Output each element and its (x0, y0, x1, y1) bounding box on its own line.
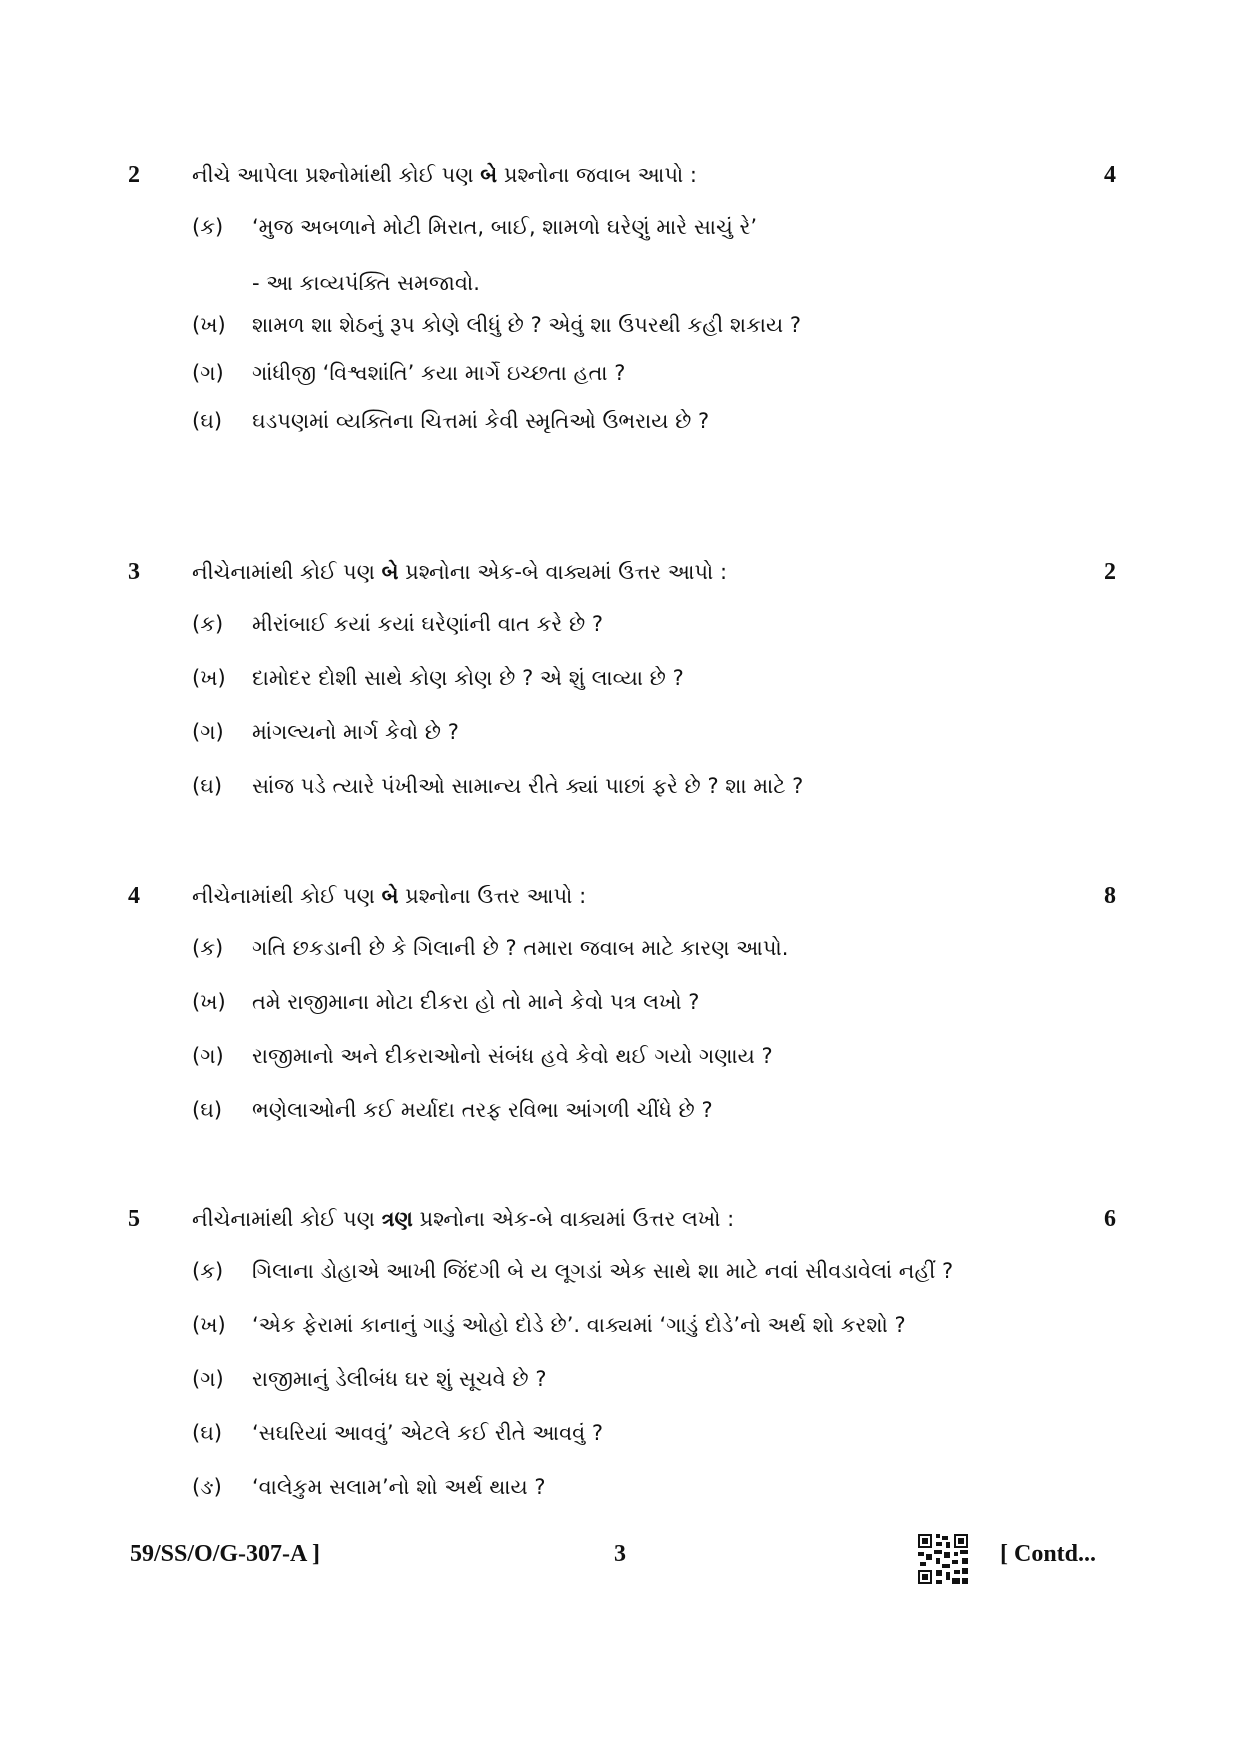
option-text: શામળ શા શેઠનું રૂપ કોણે લીધું છે ? એવું શા ઉપરથી કહી શકાય ? (252, 313, 802, 337)
question-instruction: નીચેનામાંથી કોઈ પણ બે પ્રશ્નોના એક-બે વાક્યમાં ઉત્તર આપો : (192, 560, 728, 584)
option-text: દામોદર દોશી સાથે કોણ કોણ છે ? એ શું લાવ્યા છે ? (252, 666, 684, 690)
option-label: (ઘ) (192, 774, 223, 798)
option-kha (0, 305, 1241, 345)
question-instruction: નીચે આપેલા પ્રશ્નોમાંથી કોઈ પણ બે પ્રશ્નોના જવાબ આપો : (192, 163, 698, 187)
question-instruction: નીચેનામાંથી કોઈ પણ બે પ્રશ્નોના ઉત્તર આપો : (192, 884, 587, 908)
option-kha (0, 982, 1241, 1022)
option-text: તમે રાજીમાના મોટા દીકરા હો તો માને કેવો પત્ર લખો ? (252, 990, 700, 1014)
option-ga (0, 1036, 1241, 1076)
option-text: ભણેલાઓની કઈ મર્યાદા તરફ રવિભા આંગળી ચીંધે છે ? (252, 1098, 713, 1122)
option-text: ગિલાના ડોહાએ આખી જિંદગી બે ય લૂગડાં એક સાથે શા માટે નવાં સીવડાવેલાં નહીં ? (252, 1259, 954, 1283)
option-label: (ક) (192, 1259, 224, 1283)
option-label: (ક) (192, 612, 224, 636)
option-text: મીરાંબાઈ કયાં કયાં ઘરેણાંની વાત કરે છે ? (252, 612, 604, 636)
option-ka (0, 604, 1241, 644)
question-marks: 8 (1104, 883, 1116, 909)
option-kha (0, 658, 1241, 698)
question-header (0, 876, 1241, 916)
question-marks: 6 (1104, 1206, 1116, 1232)
option-text: રાજીમાનું ડેલીબંધ ઘર શું સૂચવે છે ? (252, 1367, 547, 1391)
option-text: માંગલ્યનો માર્ગ કેવો છે ? (252, 720, 459, 744)
option-label: (ઙ) (192, 1475, 222, 1499)
question-instruction: નીચેનામાંથી કોઈ પણ ત્રણ પ્રશ્નોના એક-બે વાક્યમાં ઉત્તર લખો : (192, 1207, 735, 1231)
option-ka (0, 928, 1241, 968)
option-ka (0, 207, 1241, 295)
question-number: 2 (128, 162, 140, 188)
option-label: (ગ) (192, 361, 224, 385)
question-number: 4 (128, 883, 140, 909)
option-label: (ગ) (192, 720, 224, 744)
option-text: સાંજ પડે ત્યારે પંખીઓ સામાન્ય રીતે ક્યાં પાછાં ફરે છે ? શા માટે ? (252, 774, 804, 798)
option-label: (ઘ) (192, 1421, 223, 1445)
option-gha (0, 401, 1241, 441)
option-ga (0, 1359, 1241, 1399)
page-footer (0, 1534, 1241, 1574)
option-text: ‘એક ફેરામાં કાનાનું ગાડું ઓહો દોડે છે’. વાક્યમાં ‘ગાડું દોડે’નો અર્થ શો કરશો ? (252, 1313, 906, 1337)
option-text: ‘વાલેકુમ સલામ’નો શો અર્થ થાય ? (252, 1475, 546, 1499)
option-ga (0, 712, 1241, 752)
option-text: રાજીમાનો અને દીકરાઓનો સંબંધ હવે કેવો થઈ ગયો ગણાય ? (252, 1044, 773, 1068)
option-label: (ગ) (192, 1367, 224, 1391)
option-label: (ઘ) (192, 1098, 223, 1122)
option-label: (ઘ) (192, 409, 223, 433)
question-number: 3 (128, 559, 140, 585)
option-text: ગતિ છકડાની છે કે ગિલાની છે ? તમારા જવાબ માટે કારણ આપો. (252, 936, 789, 960)
question-number: 5 (128, 1206, 140, 1232)
continued-label: [ Contd... (1000, 1541, 1097, 1567)
question-marks: 2 (1104, 559, 1116, 585)
option-continuation: - આ કાવ્યપંક્તિ સમજાવો. (252, 271, 480, 295)
option-ka (0, 1251, 1241, 1291)
option-gha (0, 766, 1241, 806)
option-gha (0, 1413, 1241, 1453)
option-gha (0, 1090, 1241, 1130)
option-label: (ખ) (192, 666, 226, 690)
option-nga (0, 1467, 1241, 1507)
option-label: (ક) (192, 215, 224, 239)
option-label: (ખ) (192, 313, 226, 337)
question-header (0, 155, 1241, 195)
option-text: ‘સઘરિયાં આવવું’ એટલે કઈ રીતે આવવું ? (252, 1421, 604, 1445)
option-label: (ક) (192, 936, 224, 960)
option-label: (ખ) (192, 990, 226, 1014)
question-header (0, 1199, 1241, 1239)
option-label: (ખ) (192, 1313, 226, 1337)
option-text: ‘મુજ અબળાને મોટી મિરાત, બાઈ, શામળો ઘરેણું મારે સાચું રે’ (252, 215, 757, 239)
option-text: ગાંધીજી ‘વિશ્વશાંતિ’ કયા માર્ગે ઇચ્છતા હતા ? (252, 361, 626, 385)
qr-code-icon (918, 1534, 968, 1584)
option-text: ઘડપણમાં વ્યક્તિના ચિત્તમાં કેવી સ્મૃતિઓ ઉભરાય છે ? (252, 409, 710, 433)
option-kha (0, 1305, 1241, 1345)
paper-code: 59/SS/O/G-307-A ] (130, 1541, 321, 1567)
option-ga (0, 353, 1241, 393)
question-marks: 4 (1104, 162, 1116, 188)
option-label: (ગ) (192, 1044, 224, 1068)
question-header (0, 552, 1241, 592)
page-number: 3 (614, 1541, 626, 1567)
